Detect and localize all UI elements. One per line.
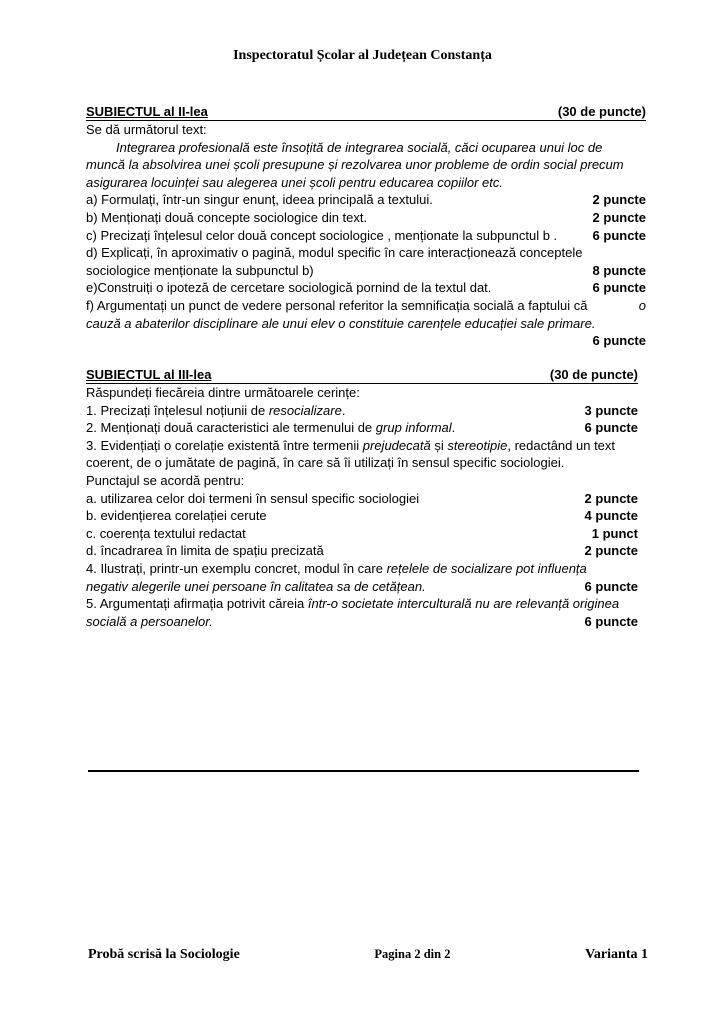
intro-text: Răspundeți fiecăreia dintre următoarele cerințe: (86, 385, 360, 400)
text-part: 1. Precizați înțelesul noțiunii de (86, 402, 266, 418)
question-f-line2: cauză a abaterilor disciplinare ale unui elev o constituie carențele educației sale primare. (86, 315, 596, 331)
text-part: 5. Argumentați afirmația potrivit căreia (86, 596, 305, 612)
criterion-d (86, 542, 638, 560)
question-text: c) Precizați înțelesul celor două concept sociologice , menționate la subpunctul b . (86, 227, 558, 243)
intro-text: Se dă următorul text: (86, 122, 207, 137)
question-points: 6 puncte (592, 227, 646, 243)
question-3-line1 (86, 437, 638, 455)
question-b (86, 209, 646, 227)
question-f-line1 (86, 297, 646, 315)
question-d (86, 262, 646, 280)
criterion-points: 2 puncte (584, 543, 638, 559)
section-title: SUBIECTUL al II-lea (86, 104, 208, 119)
criterion-b (86, 507, 638, 525)
question-4-line2 (86, 578, 638, 596)
question-2 (86, 419, 638, 437)
question-a (86, 191, 646, 209)
criterion-text: b. evidențierea corelației cerute (86, 508, 267, 524)
question-c (86, 227, 646, 245)
question-3-line2: coerent, de o jumătate de pagină, în care să îi utilizați în sensul specific sociologiei. (86, 455, 565, 471)
page-footer (88, 947, 648, 963)
question-f-points: 6 puncte (592, 333, 646, 349)
question-points: 6 puncte (584, 420, 638, 436)
criterion-points: 2 puncte (584, 490, 638, 506)
footer-subject: Probă scrisă la Sociologie (88, 947, 240, 962)
section-title: SUBIECTUL al III-lea (86, 367, 212, 382)
criterion-text: c. coerența textului redactat (86, 525, 246, 541)
question-text: b) Menționați două concepte sociologice din text. (86, 209, 368, 225)
criterion-text: d. încadrarea în limita de spațiu precizată (86, 543, 324, 559)
section-points: (30 de puncte) (549, 367, 638, 382)
question-e (86, 279, 646, 297)
page-divider (88, 770, 639, 772)
quoted-text-line: Integrarea profesională este însoțită de integrarea socială, căci ocuparea unui loc de (116, 139, 603, 155)
question-3-line3: Punctajul se acordă pentru: (86, 472, 245, 488)
section-subiectul-3 (86, 366, 638, 630)
question-text: sociologice menționate la subpunctul b) (86, 262, 314, 278)
question-text: a) Formulați, într-un singur enunț, ideea principală a textului. (86, 192, 433, 208)
question-text: 1. Precizați înțelesul noțiunii de resocializare. (86, 402, 346, 418)
quoted-text-line: muncă la absolvirea unei școli presupune și rezolvarea unor probleme de ordin social precum (86, 157, 624, 173)
question-text: 2. Menționați două caracteristici ale termenului de grup informal. (86, 420, 456, 436)
question-5-line1 (86, 595, 638, 613)
question-points: 6 puncte (592, 280, 646, 296)
text-part: , redactând un text (507, 437, 616, 453)
text-part: 2. Menționați două caracteristici ale termenului de (86, 420, 373, 436)
text-italic: stereotipie (447, 437, 508, 453)
question-points: 3 puncte (584, 402, 638, 418)
section-heading (86, 366, 638, 384)
question-points: 2 puncte (592, 209, 646, 225)
criterion-a (86, 490, 638, 508)
question-d-line1: d) Explicați, în aproximativ o pagină, modul specific în care interacționează conceptele (86, 245, 583, 261)
question-points: 2 puncte (592, 192, 646, 208)
quoted-text-line: asigurarea locuinței sau alegerea unei școli pentru educarea copiilor etc. (86, 174, 503, 190)
question-text-italic: o (638, 297, 646, 313)
text-italic: grup informal (375, 420, 452, 436)
criterion-points: 4 puncte (584, 508, 638, 524)
question-points: 6 puncte (584, 578, 638, 594)
section-points: (30 de puncte) (557, 104, 646, 119)
criterion-text: a. utilizarea celor doi termeni în sensul specific sociologiei (86, 490, 420, 506)
question-text-italic: socială a persoanelor. (86, 613, 213, 629)
text-part: 4. Ilustrați, printr-un exemplu concret, modul în care (86, 560, 383, 576)
question-text-italic: negativ alegerile unei persoane în calitatea sa de cetățean. (86, 578, 426, 594)
footer-variant: Varianta 1 (585, 947, 648, 962)
question-points: 6 puncte (584, 613, 638, 629)
section-heading (86, 103, 646, 121)
question-5-line2 (86, 613, 638, 631)
page-header-title: Inspectoratul Școlar al Județean Constanța (233, 48, 492, 63)
footer-page-number: Pagina 2 din 2 (374, 947, 451, 961)
text-part: și (434, 437, 444, 453)
text-italic: într-o societate interculturală nu are relevanță originea (307, 596, 620, 612)
question-points: 8 puncte (592, 262, 646, 278)
question-text: e)Construiți o ipoteză de cercetare sociologică pornind de la textul dat. (86, 280, 492, 296)
text-italic: resocializare (268, 402, 342, 418)
question-4-line1 (86, 560, 638, 578)
text-part: 3. Evidențiați o corelație existentă între termenii (86, 437, 360, 453)
section-subiectul-2 (86, 103, 646, 350)
question-text: f) Argumentați un punct de vedere personal referitor la semnificația socială a faptului că (86, 297, 588, 313)
question-1 (86, 402, 638, 420)
text-italic: prejudecată (362, 437, 431, 453)
text-italic: rețelele de socializare pot influența (386, 560, 587, 576)
criterion-c (86, 525, 638, 543)
criterion-points: 1 punct (591, 525, 638, 541)
